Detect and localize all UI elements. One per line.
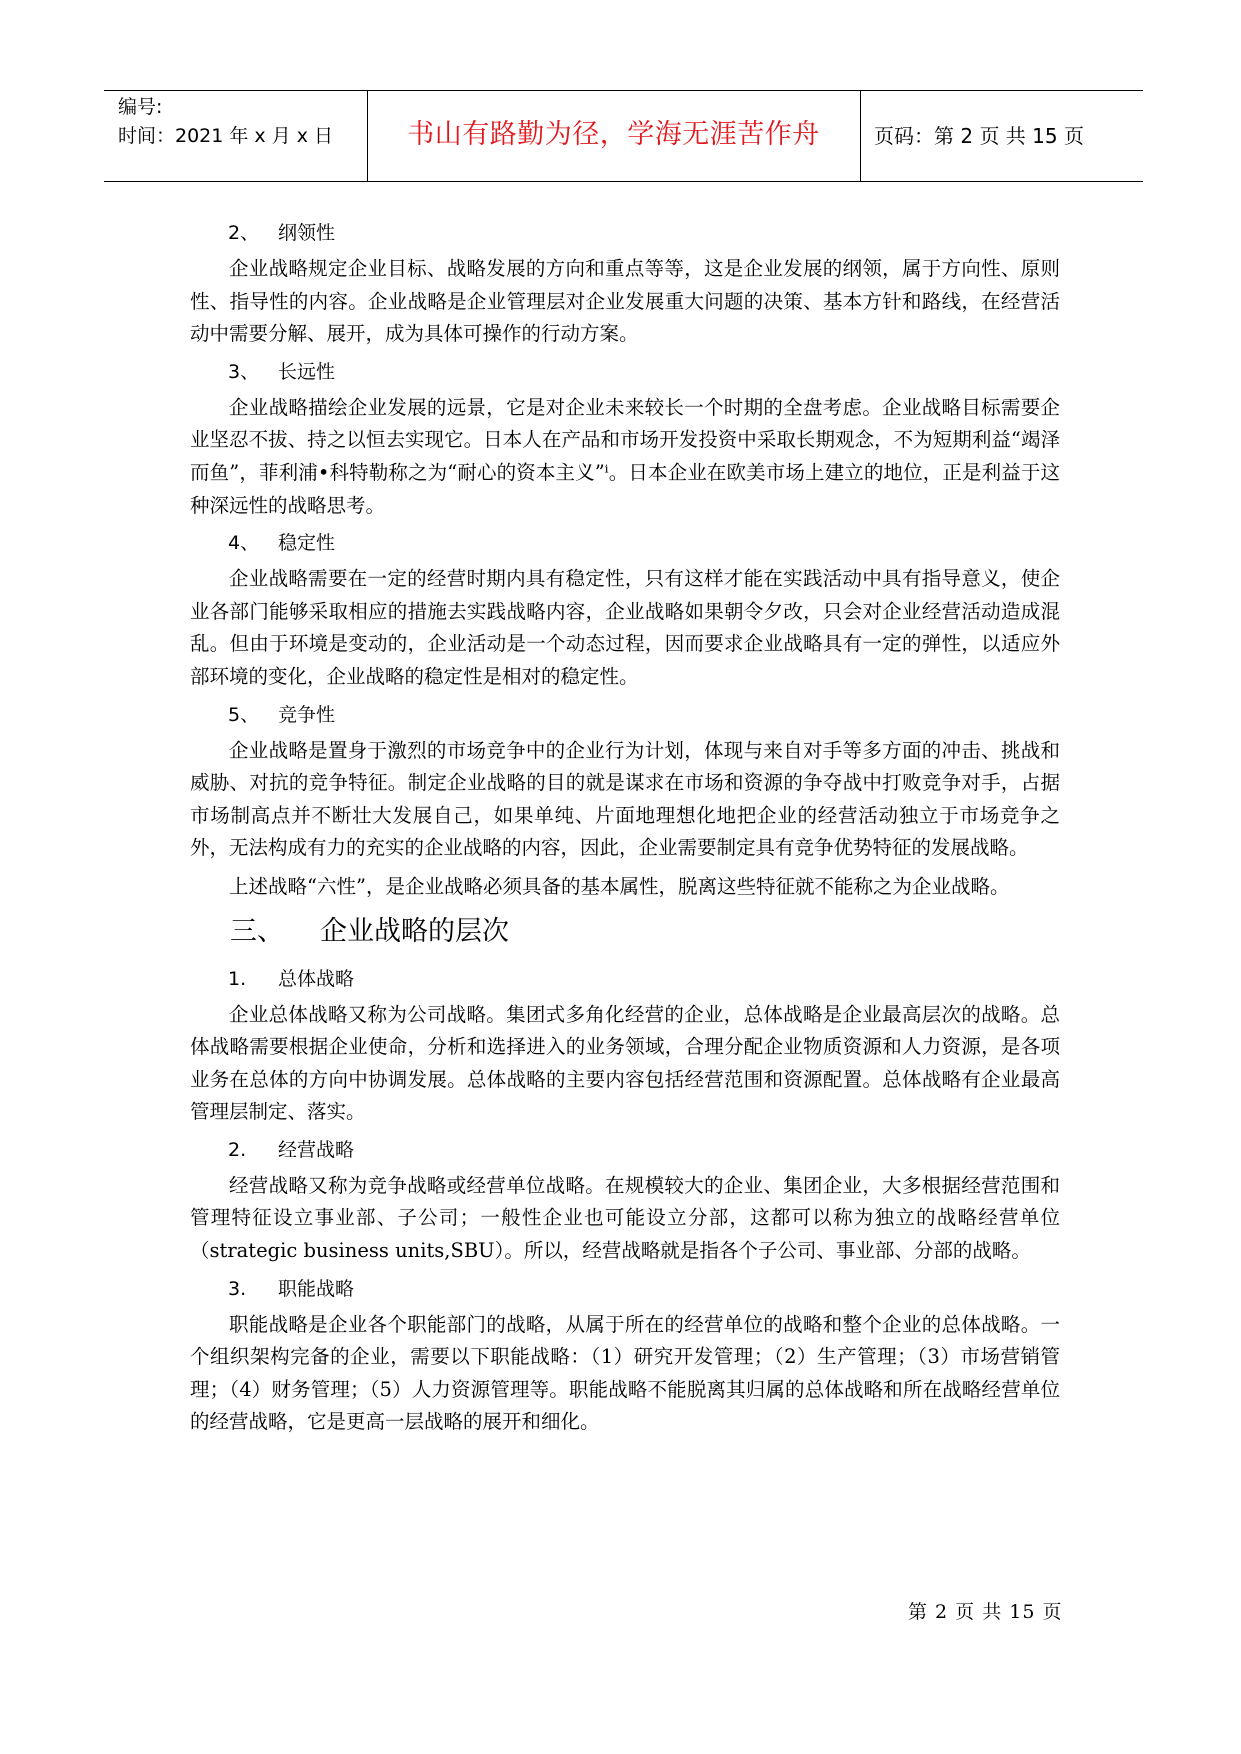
subsection-number: 3. <box>228 1277 247 1300</box>
section-title: 稳定性 <box>278 532 336 555</box>
subsection-number: 1. <box>228 967 247 990</box>
section-number: 3、 <box>228 360 260 383</box>
paragraph: 职能战略是企业各个职能部门的战略，从属于所在的经营单位的战略和整个企业的总体战略。一个组织架构完备的企业，需要以下职能战略：（1）研究开发管理；（2）生产管理；（3）市场营销管理；（4）财务管理；（5）人力资源管理等。职能战略不能脱离其归属的总体战略和所在战略经营单位的经营战略，它是更高一层战略的展开和细化。 <box>190 1312 1060 1434</box>
section-title: 长远性 <box>278 360 336 383</box>
header-meta <box>118 93 333 151</box>
subsection-title: 职能战略 <box>278 1277 355 1300</box>
subsection-heading <box>190 964 1060 994</box>
section-title: 竞争性 <box>278 703 336 726</box>
page-footer: 第 2 页 共 15 页 <box>908 1601 1063 1623</box>
header-motto: 书山有路勤为径，学海无涯苦作舟 <box>407 119 820 150</box>
paragraph: 企业战略描绘企业发展的远景，它是对企业未来较长一个时期的全盘考虑。企业战略目标需要企业坚忍不拔、持之以恒去实现它。日本人在产品和市场开发投资中采取长期观念，不为短期利益“竭泽而鱼”，菲利浦•科特勒称之为“耐心的资本主义”ⁱ。日本企业在欧美市场上建立的地位，正是利益于这种深远性的战略思考。 <box>190 395 1060 517</box>
subsection-title: 经营战略 <box>278 1138 355 1161</box>
subsection-heading <box>190 1274 1060 1304</box>
section-heading <box>190 218 1060 248</box>
header-divider <box>860 91 861 181</box>
serial-label: 编号: <box>118 96 163 118</box>
section-number: 5、 <box>228 703 260 726</box>
section-heading <box>190 528 1060 558</box>
paragraph: 上述战略“六性”，是企业战略必须具备的基本属性，脱离这些特征就不能称之为企业战略。 <box>229 874 1010 898</box>
paragraph: 经营战略又称为竞争战略或经营单位战略。在规模较大的企业、集团企业，大多根据经营范围和管理特征设立事业部、子公司；一般性企业也可能设立分部，这都可以称为独立的战略经营单位（strategic business units,SBU）。所以，经营战略就是指各个子公司、事业部、分部的战略。 <box>190 1173 1060 1263</box>
section-number: 2、 <box>228 222 260 244</box>
header-divider <box>367 91 368 181</box>
page-header <box>104 90 1143 182</box>
paragraph: 企业总体战略又称为公司战略。集团式多角化经营的企业，总体战略是企业最高层次的战略。总体战略需要根据企业使命，分析和选择进入的业务领域，合理分配企业物质资源和人力资源，是各项业务在总体的方向中协调发展。总体战略的主要内容包括经营范围和资源配置。总体战略有企业最高管理层制定、落实。 <box>190 1002 1060 1124</box>
section-title: 纲领性 <box>278 222 336 244</box>
subsection-number: 2. <box>228 1138 247 1161</box>
section-heading <box>190 357 1060 387</box>
chapter-heading <box>190 910 1060 954</box>
section-number: 4、 <box>228 532 260 555</box>
time-label: 时间：2021 年 x 月 x 日 <box>118 125 334 147</box>
paragraph: 企业战略是置身于激烈的市场竞争中的企业行为计划，体现与来自对手等多方面的冲击、挑战和威胁、对抗的竞争特征。制定企业战略的目的就是谋求在市场和资源的争夺战中打败竞争对手，占据市场制高点并不断壮大发展自己，如果单纯、片面地理想化地把企业的经营活动独立于市场竞争之外，无法构成有力的充实的企业战略的内容，因此，企业需要制定具有竞争优势特征的发展战略。 <box>190 738 1060 860</box>
chapter-title: 企业战略的层次 <box>320 915 509 947</box>
subsection-heading <box>190 1135 1060 1165</box>
section-heading <box>190 700 1060 730</box>
paragraph: 企业战略规定企业目标、战略发展的方向和重点等等，这是企业发展的纲领，属于方向性、原则性、指导性的内容。企业战略是企业管理层对企业发展重大问题的决策、基本方针和路线，在经营活动中需要分解、展开，成为具体可操作的行动方案。 <box>190 257 1060 346</box>
document-body <box>190 218 1060 1445</box>
paragraph: 企业战略需要在一定的经营时期内具有稳定性，只有这样才能在实践活动中具有指导意义，使企业各部门能够采取相应的措施去实践战略内容，企业战略如果朝令夕改，只会对企业经营活动造成混乱。但由于环境是变动的，企业活动是一个动态过程，因而要求企业战略具有一定的弹性，以适应外部环境的变化，企业战略的稳定性是相对的稳定性。 <box>190 567 1060 688</box>
subsection-title: 总体战略 <box>278 967 355 990</box>
header-page-label: 页码：第 2 页 共 15 页 <box>874 124 1084 148</box>
chapter-number: 三、 <box>230 915 284 947</box>
